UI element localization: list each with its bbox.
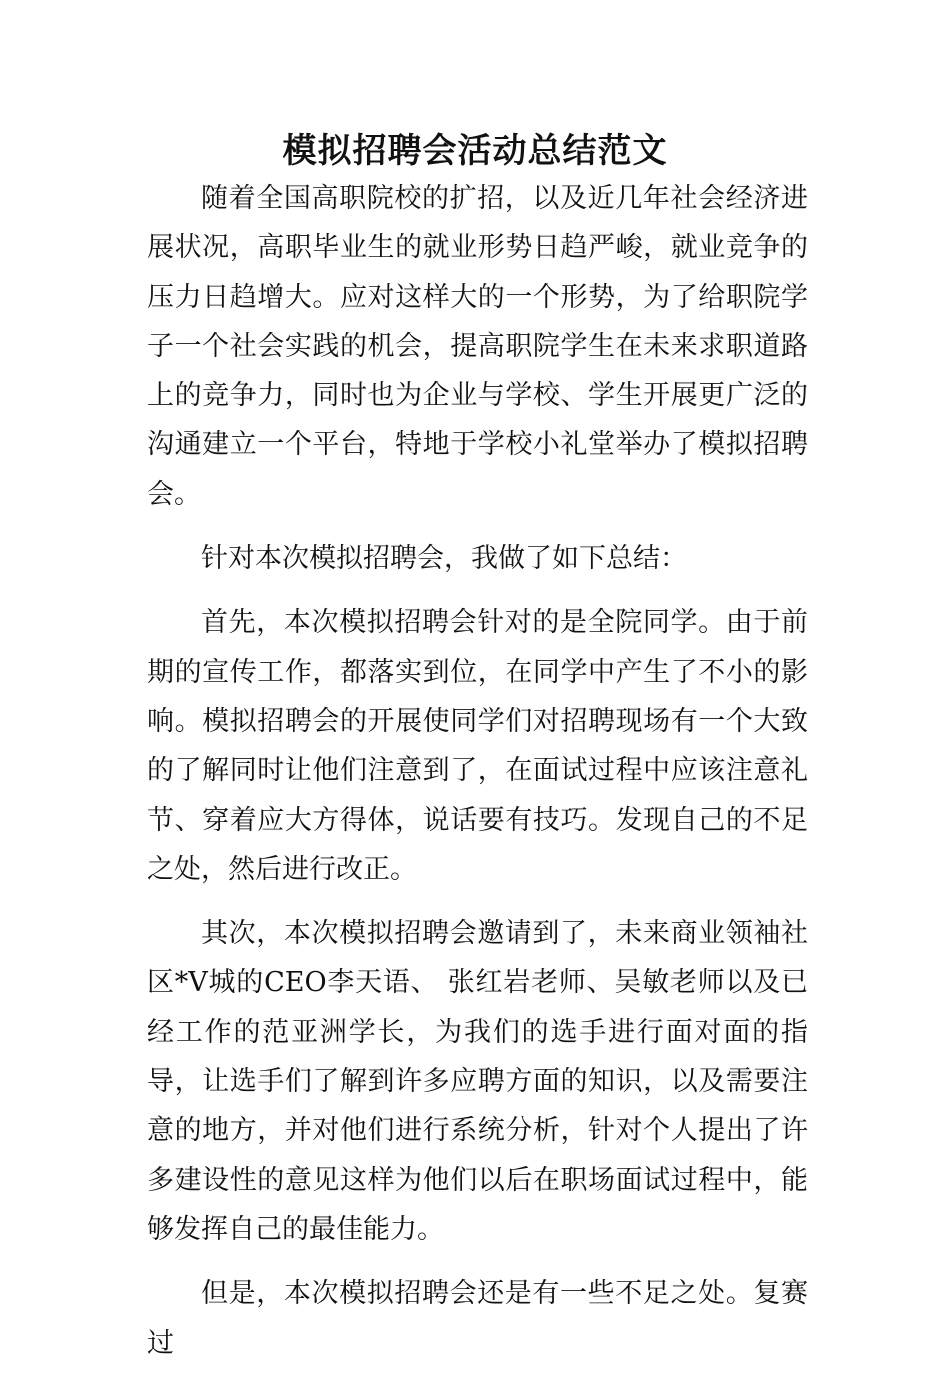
paragraph-first-point: 首先，本次模拟招聘会针对的是全院同学。由于前期的宣传工作，都落实到位，在同学中产生了不小的影响。模拟招聘会的开展使同学们对招聘现场有一个大致的了解同时让他们注意到了，在面试过程中应该注意礼节、穿着应大方得体，说话要有技巧。发现自己的不足之处，然后进行改正。	[147, 607, 808, 885]
paragraph-second-point: 其次，本次模拟招聘会邀请到了，未来商业领袖社区*V城的CEO李天语、 张红岩老师、吴敏老师以及已经工作的范亚洲学长，为我们的选手进行面对面的指导，让选手们了解到许多应聘方面的知识，以及需要注意的地方，并对他们进行系统分析，针对个人提出了许多建设性的意见这样为他们以后在职场面试过程中，能够发挥自己的最佳能力。	[147, 918, 808, 1245]
document-body	[147, 174, 808, 1383]
document-title: 模拟招聘会活动总结范文	[282, 131, 668, 171]
paragraph-intro: 随着全国高职院校的扩招，以及近几年社会经济进展状况，高职毕业生的就业形势日趋严峻，就业竞争的压力日趋增大。应对这样大的一个形势，为了给职院学子一个社会实践的机会，提高职院学生在未来求职道路上的竞争力，同时也为企业与学校、学生开展更广泛的沟通建立一个平台，特地于学校小礼堂举办了模拟招聘会。	[147, 183, 808, 510]
paragraph-shortcomings: 但是，本次模拟招聘会还是有一些不足之处。复赛过	[147, 1278, 808, 1359]
paragraph-summary-lead: 针对本次模拟招聘会，我做了如下总结：	[201, 543, 687, 575]
